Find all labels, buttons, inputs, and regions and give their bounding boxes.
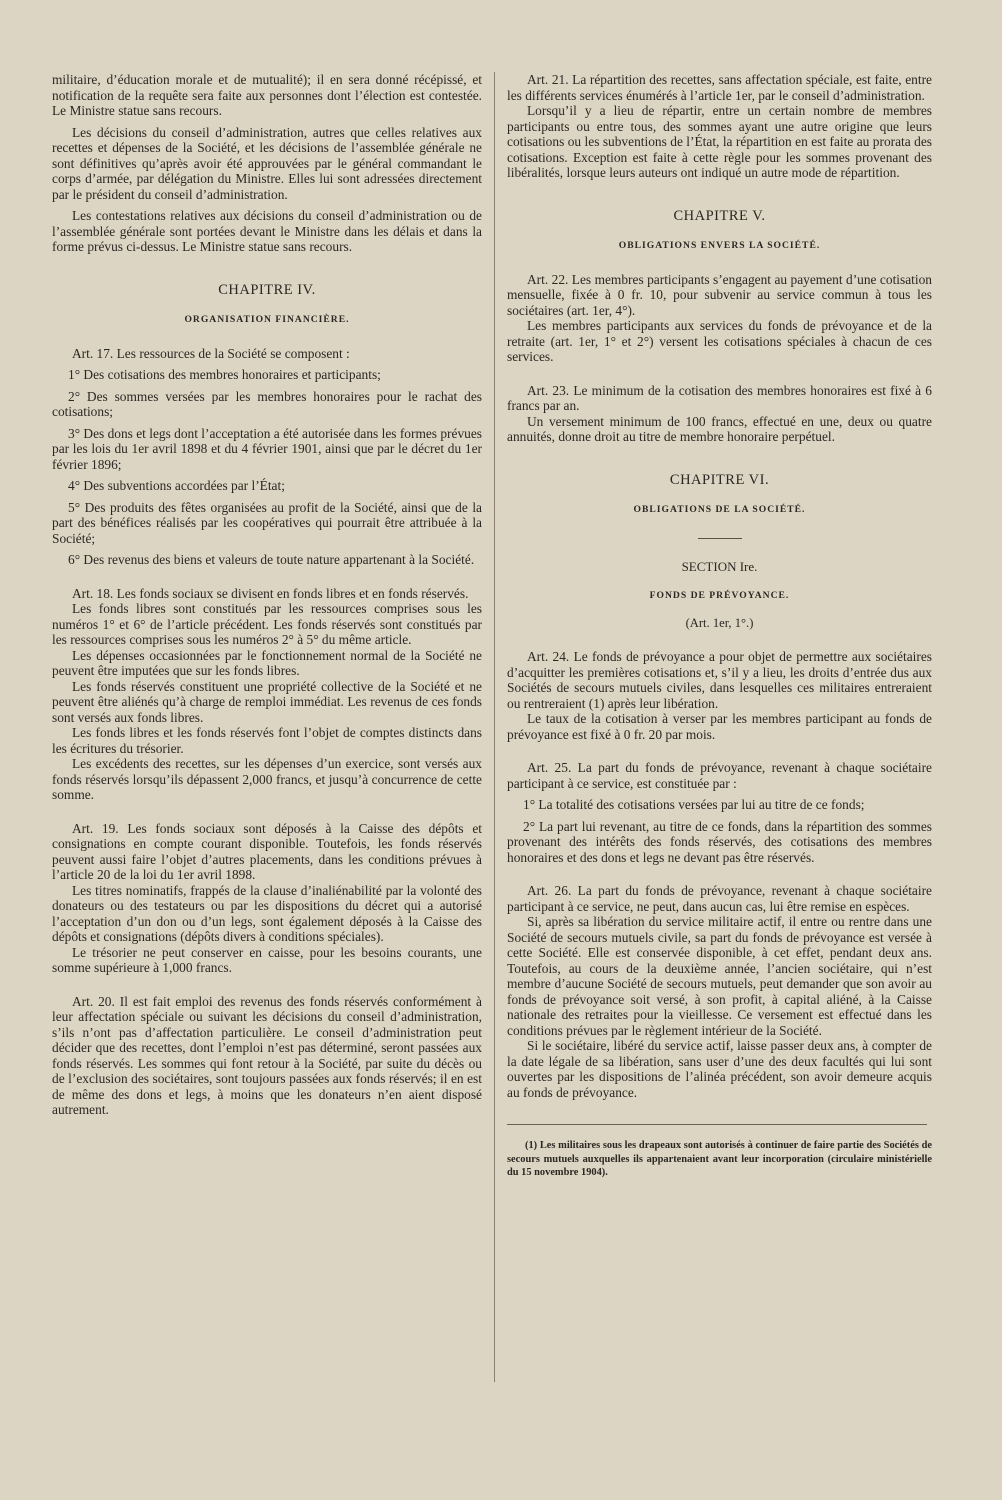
list-item: 4° Des subventions accordées par l’État; xyxy=(68,478,285,493)
list-item: 1° La totalité des cotisations versées par lui au titre de ce fonds; xyxy=(523,797,865,812)
paragraph: Les membres participants aux services du fonds de prévoyance et de la retraite (art. 1er, 1° et 2°) versent les cotisations spéciales à chacun de ces services. xyxy=(507,318,932,364)
right-column xyxy=(507,72,932,1180)
chapter-subtitle: OBLIGATIONS ENVERS LA SOCIÉTÉ. xyxy=(618,240,821,251)
paragraph: Les décisions du conseil d’administration, autres que celles relatives aux recettes et dépenses de la Société, et les décisions de l’assemblée générale ne sont définitives qu’après avoir été approuvées par le général commandant le corps d’armée, par délégation du Ministre. Elles lui sont adressées directement par le président du conseil d’administration. xyxy=(52,124,482,202)
paragraph: Les fonds réservés constituent une propriété collective de la Société et ne peuvent être aliénés qu’à charge de remploi immédiat. Les revenus de ces fonds sont versés aux fonds libres. xyxy=(52,678,482,725)
column-divider xyxy=(494,72,495,1382)
footnote: (1) Les militaires sous les drapeaux sont autorisés à continuer de faire partie des Sociétés de secours mutuels auxquelles ils appartenaient avant leur incorporation (circulaire ministérielle du 15 novembre 1904). xyxy=(507,1140,932,1178)
paragraph: Les fonds libres sont constitués par les ressources comprises sous les numéros 1° et 6° de l’article précédent. Les fonds réservés sont constitués par les ressources comprises sous les numéros 2° à 5° du même article. xyxy=(52,601,482,647)
list-item: 2° Des sommes versées par les membres honoraires pour le rachat des cotisations; xyxy=(52,388,482,419)
list-item: 1° Des cotisations des membres honoraires et participants; xyxy=(68,367,381,382)
article-21: Art. 21. La répartition des recettes, sans affectation spéciale, est faite, entre les différents services énumérés à l’article 1er, par le conseil d’administration. xyxy=(507,72,932,103)
paragraph: militaire, d’éducation morale et de mutualité); il en sera donné récépissé, et notification de la requête sera faite aux personnes dont l’élection est contestée. Le Ministre statue sans recours. xyxy=(52,72,482,118)
article-26: Art. 26. La part du fonds de prévoyance, revenant à chaque sociétaire participant à ce service, ne peut, dans aucun cas, lui être remise en espèces. xyxy=(507,883,932,914)
list-item: 5° Des produits des fêtes organisées au profit de la Société, ainsi que de la part des bénéfices réalisés par les coopératives qui pourrait être attribuée à la Société; xyxy=(52,499,482,546)
list-item: 6° Des revenus des biens et valeurs de toute nature appartenant à la Société. xyxy=(68,552,475,567)
article-24: Art. 24. Le fonds de prévoyance a pour objet de permettre aux sociétaires d’acquitter les premières cotisations et, s’il y a lieu, les droits d’entrée dus aux Sociétés de secours mutuels civiles, dans lesquelles ces militaires entreraient ou rentreraient (1) après leur libération. xyxy=(507,649,932,711)
chapter-subtitle: OBLIGATIONS DE LA SOCIÉTÉ. xyxy=(633,504,806,515)
paragraph: Les fonds libres et les fonds réservés font l’objet de comptes distincts dans les écritures du trésorier. xyxy=(52,725,482,756)
paragraph: Les contestations relatives aux décisions du conseil d’administration ou de l’assemblée générale sont portées devant le Ministre dans les délais et dans la forme prévus ci-dessus. Le Ministre statue sans recours. xyxy=(52,208,482,254)
section-reference: (Art. 1er, 1°.) xyxy=(685,615,754,630)
section-title: SECTION Ire. xyxy=(681,558,758,574)
article-18: Art. 18. Les fonds sociaux se divisent en fonds libres et en fonds réservés. xyxy=(72,585,469,601)
paragraph: Le taux de la cotisation à verser par les membres participant au fonds de prévoyance est fixé à 0 fr. 20 par mois. xyxy=(507,711,932,742)
paragraph: Si le sociétaire, libéré du service actif, laisse passer deux ans, à compter de la date légale de sa libération, sans user d’une des deux facultés qui lui sont ouvertes par les dispositions de l’alinéa précédent, son avoir demeure acquis au fonds de prévoyance. xyxy=(507,1038,932,1100)
section-subtitle: FONDS DE PRÉVOYANCE. xyxy=(649,590,790,601)
article-17: Art. 17. Les ressources de la Société se composent : xyxy=(72,345,350,361)
chapter-subtitle: ORGANISATION FINANCIÈRE. xyxy=(184,314,350,325)
section-separator xyxy=(698,538,742,539)
paragraph: Les titres nominatifs, frappés de la clause d’inaliénabilité par la volonté des donateurs ou des testateurs ou par les dispositions du décret qui a autorisé l’acceptation d’un don ou d’un legs, sont également déposés à la Caisse des dépôts et consignations (dépôts divers à conditions spéciales). xyxy=(52,882,482,944)
article-23: Art. 23. Le minimum de la cotisation des membres honoraires est fixé à 6 francs par an. xyxy=(507,382,932,413)
footnote-rule xyxy=(507,1124,927,1125)
list-item: 3° Des dons et legs dont l’acceptation a été autorisée dans les formes prévues par les lois du 1er avril 1898 et du 4 février 1901, ainsi que par le décret du 1er février 1896; xyxy=(52,425,483,472)
article-22: Art. 22. Les membres participants s’engagent au payement d’une cotisation mensuelle, fixée à 0 fr. 10, pour subvenir au service commun à tous les sociétaires (art. 1er, 4°). xyxy=(507,271,932,318)
chapter-title: CHAPITRE IV. xyxy=(218,281,316,298)
paragraph: Les excédents des recettes, sur les dépenses d’un exercice, sont versés aux fonds réservés lorsqu’ils dépassent 2,000 francs, et jusqu’à concurrence de cette somme. xyxy=(52,756,482,802)
article-19: Art. 19. Les fonds sociaux sont déposés à la Caisse des dépôts et consignations en compte courant disponible. Toutefois, les fonds réservés peuvent aussi faire l’objet d’autres placements, dans les conditions prévues à l’article 20 de la loi du 1er avril 1898. xyxy=(52,820,482,882)
paragraph: Un versement minimum de 100 francs, effectué en une, deux ou quatre annuités, donne droit au titre de membre honoraire perpétuel. xyxy=(507,413,932,444)
article-20: Art. 20. Il est fait emploi des revenus des fonds réservés conformément à leur affectation spéciale ou suivant les décisions du conseil d’administration, s’ils n’ont pas d’affectation particulière. Le conseil d’administration peut décider que des recettes, dont l’emploi n’est pas déterminé, seront passées aux fonds réservés. Les sommes qui font retour à la Société, par suite du décès ou de l’exclusion des sociétaires, sont toujours passées aux fonds réservés; il en est de même des dons et legs, à moins que les donateurs n’en aient disposé autrement. xyxy=(52,993,482,1117)
list-item: 2° La part lui revenant, au titre de ce fonds, dans la répartition des sommes provenant des intérêts des fonds réservés, des cotisations des membres honoraires et des dons et legs ne devant pas être réservés. xyxy=(507,818,932,865)
paragraph: Lorsqu’il y a lieu de répartir, entre un certain nombre de membres participants ou entre tous, des sommes ayant une autre origine que leurs cotisations ou les subventions de l’État, la répartition en est faite au prorata des cotisations. Exception est faite à cette règle pour les sommes provenant des libéralités, lorsque leurs auteurs ont indiqué un autre mode de répartition. xyxy=(507,103,932,180)
left-column xyxy=(52,72,482,1118)
paragraph: Si, après sa libération du service militaire actif, il entre ou rentre dans une Société de secours mutuels civile, sa part du fonds de prévoyance est versée à cette Société. Elle est conservée disponible, à cet effet, pendant deux ans. Toutefois, au cours de la deuxième année, l’ancien sociétaire, qui n’est membre d’aucune Société de secours mutuels, peut demander que son avoir au fonds de prévoyance soit versé, à son profit, à capital aliéné, à la Caisse nationale des retraites pour la vieillesse. Ce versement est effectué dans les conditions prévues par le règlement intérieur de la Société. xyxy=(507,914,932,1038)
paragraph: Les dépenses occasionnées par le fonctionnement normal de la Société ne peuvent être imputées que sur les fonds libres. xyxy=(52,647,482,678)
chapter-title: CHAPITRE V. xyxy=(673,207,766,224)
chapter-title: CHAPITRE VI. xyxy=(669,471,770,488)
article-25: Art. 25. La part du fonds de prévoyance, revenant à chaque sociétaire participant à ce service, est constituée par : xyxy=(507,760,932,791)
paragraph: Le trésorier ne peut conserver en caisse, pour les besoins courants, une somme supérieure à 1,000 francs. xyxy=(52,944,482,975)
